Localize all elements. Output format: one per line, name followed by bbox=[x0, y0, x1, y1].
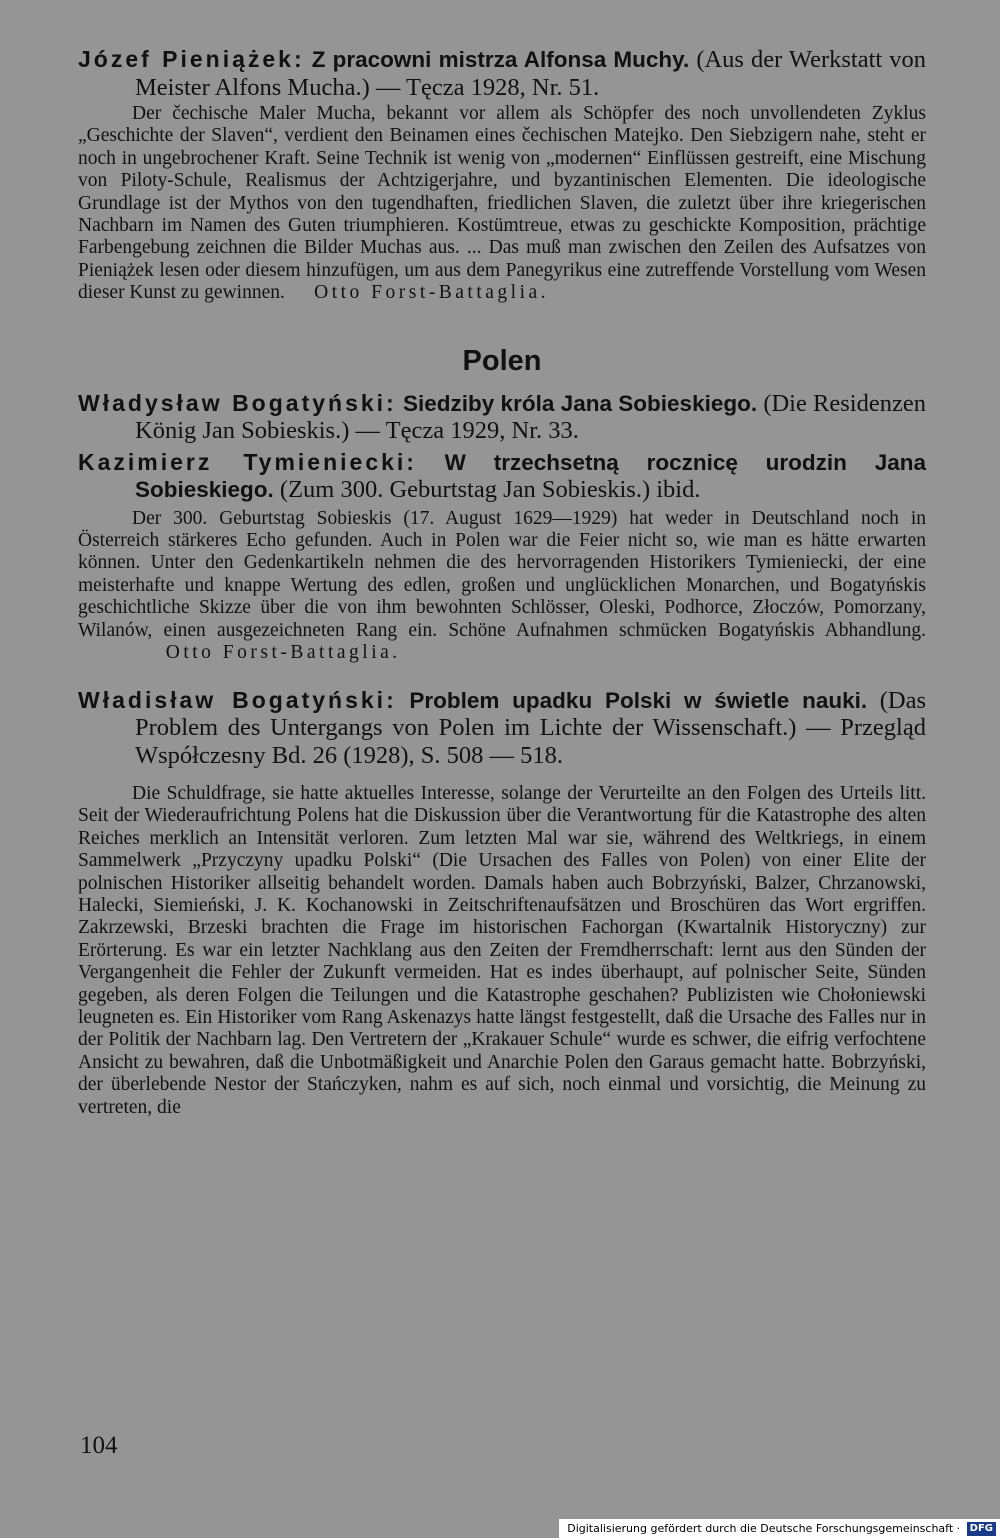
dfg-logo: DFG bbox=[967, 1522, 996, 1536]
entry-3-title: W trzechsetną rocznicę urodzin Jana Sobieskiego. bbox=[135, 449, 926, 503]
entry-2-author: Władysław Bogatyński: bbox=[78, 389, 397, 416]
entry-2-heading bbox=[78, 390, 926, 445]
entry-1-heading bbox=[78, 46, 926, 101]
section-heading: Polen bbox=[462, 344, 542, 377]
entry-1-author: Józef Pieniążek: bbox=[78, 46, 305, 72]
entry-2-title: Siedziby króla Jana Sobieskiego. bbox=[402, 390, 758, 416]
entry-2-citation: (Die Residenzen König Jan Sobieskis.) — Tęcza 1929, Nr. 33. bbox=[135, 389, 926, 445]
entry-3-citation: (Zum 300. Geburtstag Jan Sobieskis.) ibid. bbox=[279, 476, 701, 504]
entry-3-body: Der 300. Geburtstag Sobieskis (17. August 1629—1929) hat weder in Deutschland noch in Österreich stärkeres Echo gefunden. Auch in Polen war die Feier nicht so, wie man es hätte erwarten können. Unter den Gedenkartikeln nehmen die des hervorragenden Historikers Tymieniecki, der eine meisterhafte und knappe Wertung des edlen, großen und unglücklichen Monarchen, und Bogatyńskis geschichtliche Skizze über die von ihm bewohnten Schlösser, Oleski, Podhorce, Złoczów, Pomorzany, Wilanów, einen ausgezeichneten Rang ein. Schöne Aufnahmen schmücken Bogatyńskis Abhandlung. bbox=[78, 507, 926, 641]
entry-3-body-paragraph bbox=[78, 508, 926, 665]
entry-3-signature: Otto Forst-Battaglia. bbox=[165, 642, 401, 664]
entry-4-author: Władisław Bogatyński: bbox=[78, 686, 397, 713]
entry-4-body: Die Schuldfrage, sie hatte aktuelles Interesse, solange der Verurteilte an den Folgen des Urteils litt. Seit der Wiederaufrichtung Polens hat die Diskussion über die Verantwortung für die Katastrophe des alten Reiches merklich an Intensität verloren. Zum letzten Mal war sie, während des Weltkriegs, in einem Sammelwerk „Przyczyny upadku Polski“ (Die Ursachen des Falles von Polen) von einer Elite der polnischen Historiker allseitig behandelt worden. Damals haben auch Bobrzyński, Balzer, Chrzanowski, Halecki, Siemieński, J. K. Kochanowski in Zeitschriftenaufsätzen und Broschüren das Wort ergriffen. Zakrzewski, Brzeski brachten die Frage im historischen Fachorgan (Kwartalnik Historyczny) zur Erörterung. Es war ein letzter Nachklang aus den Zeiten der Fremdherrschaft: lernt aus den Sünden der Vergangenheit die Fehler der Zukunft vermeiden. Hat es indes überhaupt, auf polnischer Seite, Sünden gegeben, als deren Folgen die Teilungen und die Katastrophe geschahen? Publizisten wie Chołoniewski leugneten es. Ein Historiker vom Rang Askenazys hatte längst festgestellt, daß die Ursache des Falles nur in der Politik der Nachbarn lag. Den Vertretern der „Krakauer Schule“ wurde es schwer, die eifrig verfochtene Ansicht zu bewahren, daß die Unbotmäßigkeit und Anarchie Polen den Garaus gemacht hatte. Bobrzyński, der überlebende Nestor der Stańczyken, nahm es auf sich, noch einmal und vorsichtig, die Meinung zu vertreten, die bbox=[78, 783, 926, 1118]
entry-1-title: Z pracowni mistrza Alfonsa Muchy. bbox=[311, 47, 690, 72]
entry-1-signature: Otto Forst-Battaglia. bbox=[314, 282, 550, 304]
entry-1-citation: (Aus der Werkstatt von Meister Alfons Mucha.) — Tęcza 1928, Nr. 51. bbox=[135, 46, 926, 101]
footer-text: Digitalisierung gefördert durch die Deutsche Forschungsgemeinschaft · bbox=[567, 1522, 961, 1535]
entry-1-body-paragraph bbox=[78, 103, 926, 305]
entry-1-body: Der čechische Maler Mucha, bekannt vor allem als Schöpfer des noch unvollendeten Zyklus „Geschichte der Slaven“, verdient den Beinamen eines čechischen Matejko. Den Siebzigern nahe, steht er noch in ungebrochener Kraft. Seine Technik ist wenig von „modernen“ Einflüssen gestreift, eine Mischung von Piloty-Schule, Realismus der Achtzigerjahre, und byzantinischen Elementen. Die ideologische Grundlage ist der Mythos von den tugendhaften, friedlichen Slaven, die zuletzt über ihre kriegerischen Nachbarn im Namen des Guten triumphieren. Kostümtreue, etwas zu geschickte Komposition, prächtige Farbengebung zeichnen die Bilder Muchas aus. ... Das muß man zwischen den Zeilen des Aufsatzes von Pieniążek lesen oder diesem hinzufügen, um aus dem Panegyrikus eine zutreffende Vorstellung vom Wesen dieser Kunst zu gewinnen. bbox=[78, 103, 926, 304]
entry-4-heading bbox=[78, 687, 926, 770]
page-number: 104 bbox=[80, 1432, 118, 1459]
entry-3-author: Kazimierz Tymieniecki: bbox=[78, 448, 417, 475]
digitization-footer bbox=[559, 1519, 1000, 1538]
page-content bbox=[78, 46, 926, 1119]
entry-3-heading bbox=[78, 449, 926, 504]
entry-4-body-paragraph bbox=[78, 783, 926, 1119]
entry-4-citation: (Das Problem des Untergangs von Polen im Lichte der Wissenschaft.) — Przegląd Współczesny Bd. 26 (1928), S. 508 — 518. bbox=[135, 686, 927, 769]
entry-4-title: Problem upadku Polski w świetle nauki. bbox=[409, 687, 868, 713]
